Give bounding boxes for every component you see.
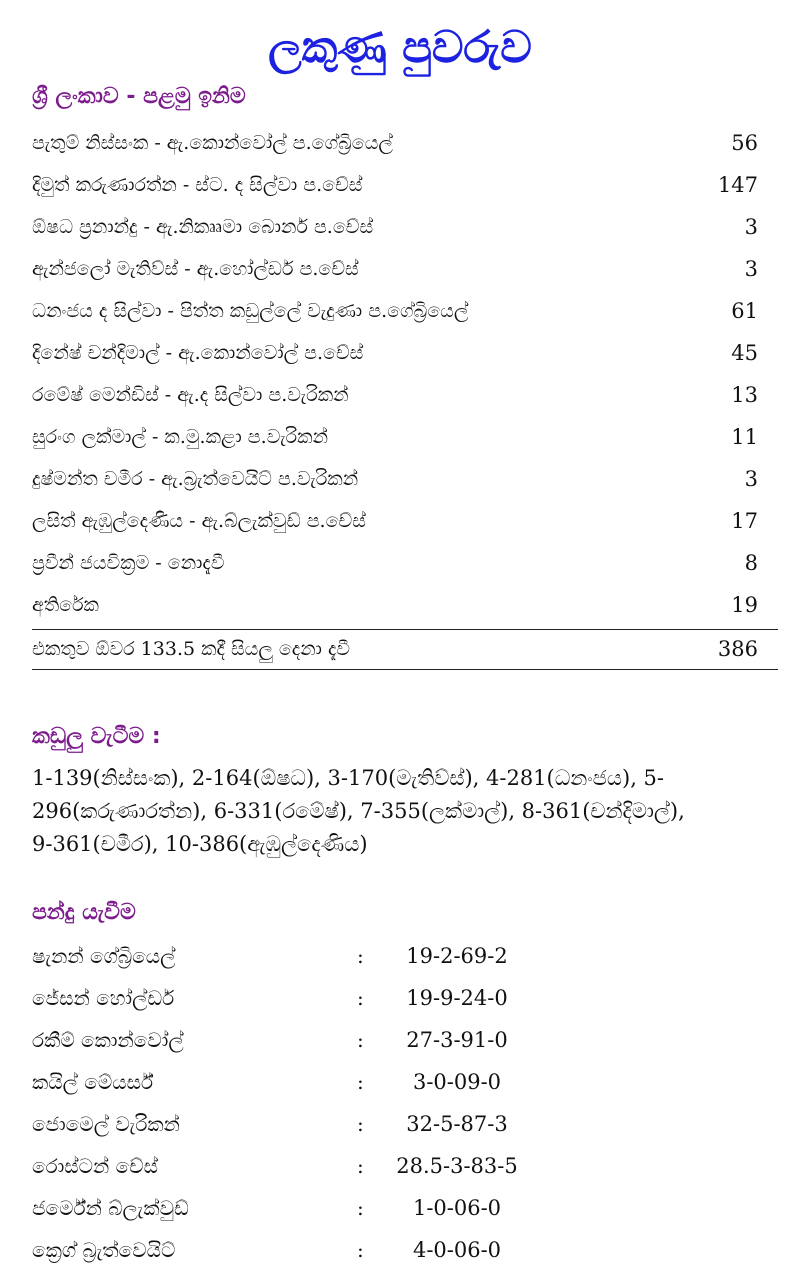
batting-row (32, 374, 758, 416)
batter-name: රමේෂ් මෙන්ඩිස් - ඇ.ද සිල්වා ප.වැරිකන් (32, 384, 349, 406)
batter-name: ප්‍රවීන් ජයවික්‍රම - නොදැවී (32, 552, 225, 574)
batting-heading: ශ්‍රී ලංකාව - පළමු ඉනිම (32, 84, 246, 109)
batter-name: ඕෂධ ප්‍රනාන්දු - ඇ.නිකෲමා බොනර් ප.චේස් (32, 216, 374, 238)
bowling-figures: 4-0-06-0 (412, 1238, 502, 1262)
batter-name: ලසිත් ඇඹුල්දෙණිය - ඇ.බ්ලැක්වුඩ් ප.චේස් (32, 510, 366, 532)
batter-runs: 45 (731, 341, 758, 365)
batting-row (32, 248, 758, 290)
bowler-name: ෂැනන් ගේබ්‍රියෙල් (32, 944, 176, 968)
total-row (32, 628, 758, 670)
batting-row (32, 122, 758, 164)
bowling-row (32, 935, 592, 977)
separator: : (357, 1070, 364, 1094)
batting-row (32, 458, 758, 500)
batter-name: පැතුම් නිස්සංක - ඇ.කොන්වෝල් ප.ගේබ්‍රියෙල් (32, 132, 393, 154)
bowling-heading: පන්දු යැවීම (32, 900, 136, 925)
batter-runs: 3 (744, 257, 758, 281)
batting-row (32, 416, 758, 458)
bowling-figures: 1-0-06-0 (412, 1196, 502, 1220)
batting-row (32, 542, 758, 584)
extras-runs: 19 (731, 593, 758, 617)
batter-runs: 3 (744, 467, 758, 491)
separator: : (357, 1196, 364, 1220)
separator: : (357, 1112, 364, 1136)
bowler-name: ජේසන් හෝල්ඩර් (32, 986, 175, 1010)
total-runs: 386 (717, 637, 758, 661)
batter-runs: 61 (731, 299, 758, 323)
batter-name: සුරංග ලක්මාල් - ක.මු.කළා ප.වැරිකන් (32, 426, 329, 448)
bowling-row (32, 1229, 592, 1271)
bowling-figures: 19-2-69-2 (406, 944, 508, 968)
batter-name: දුෂ්මන්ත චමීර - ඇ.බ්‍රැත්වෙයිට් ප.වැරිකන් (32, 468, 359, 490)
batter-runs: 17 (731, 509, 758, 533)
batter-runs: 8 (744, 551, 758, 575)
bowling-row (32, 1019, 592, 1061)
bowling-row (32, 1061, 592, 1103)
separator: : (357, 1238, 364, 1262)
bowler-name: ක්‍රෙග් බ්‍රැත්වෙයිට් (32, 1238, 176, 1262)
bowler-name: ජර්මේන් බ්ලැක්වුඩ් (32, 1196, 189, 1220)
fow-heading: කඩුලු වැටීම : (32, 724, 161, 749)
batter-runs: 11 (731, 425, 758, 449)
bowling-row (32, 1103, 592, 1145)
batting-row (32, 164, 758, 206)
bowling-figures: 32-5-87-3 (406, 1112, 508, 1136)
batting-row (32, 500, 758, 542)
batter-runs: 3 (744, 215, 758, 239)
extras-label: අතිරේක (32, 594, 99, 616)
batter-name: දිනේෂ් චන්දිමාල් - ඇ.කොන්වෝල් ප.චේස් (32, 342, 364, 364)
batter-runs: 56 (731, 131, 758, 155)
separator: : (357, 1154, 364, 1178)
bowler-name: කයිල් මේයර්ස් (32, 1070, 154, 1094)
extras-row (32, 584, 758, 626)
bowling-figures: 3-0-09-0 (412, 1070, 502, 1094)
batting-row (32, 206, 758, 248)
fall-of-wickets-text (32, 762, 792, 861)
separator: : (357, 986, 364, 1010)
bowling-figures: 27-3-91-0 (406, 1028, 508, 1052)
bowling-row (32, 1145, 592, 1187)
bowling-figures: 19-9-24-0 (406, 986, 508, 1010)
fow-line: 296(කරුණාරත්න), 6-331(රමේෂ්), 7-355(ලක්මාල්), 8-361(චන්දිමාල්), (32, 799, 685, 823)
fow-line: 9-361(චමීර), 10-386(ඇඹුල්දෙණිය) (32, 832, 368, 856)
separator: : (357, 944, 364, 968)
total-bottom-divider (32, 669, 778, 670)
bowling-row (32, 1187, 592, 1229)
batter-runs: 13 (731, 383, 758, 407)
fow-line: 1-139(නිස්සංක), 2-164(ඕෂධ), 3-170(මැතිව්ස්), 4-281(ධනංජය), 5- (32, 766, 665, 790)
batter-name: දිමුත් කරුණාරත්න - ස්ට. ද සිල්වා ප.චේස් (32, 174, 363, 196)
batting-row (32, 332, 758, 374)
batter-runs: 147 (717, 173, 758, 197)
bowler-name: රොස්ටන් චේස් (32, 1154, 159, 1178)
bowling-figures: 28.5-3-83-5 (396, 1154, 518, 1178)
bowler-name: ජොමෙල් වැරිකන් (32, 1112, 180, 1136)
batter-name: ධනංජය ද සිල්වා - පිත්ත කඩුල්ලේ වැදුණා ප.ගේබ්‍රියෙල් (32, 300, 469, 322)
total-label: එකතුව ඕවර 133.5 කදී සියලු දෙනා දැවී (32, 638, 351, 660)
batting-row (32, 290, 758, 332)
separator: : (357, 1028, 364, 1052)
bowler-name: රකීම් කොන්වෝල් (32, 1028, 184, 1052)
page-title: ලකුණු පුවරුව (268, 22, 532, 73)
bowling-row (32, 977, 592, 1019)
batter-name: ඇන්ජලෝ මැතිව්ස් - ඇ.හෝල්ඩර් ප.චේස් (32, 258, 359, 280)
